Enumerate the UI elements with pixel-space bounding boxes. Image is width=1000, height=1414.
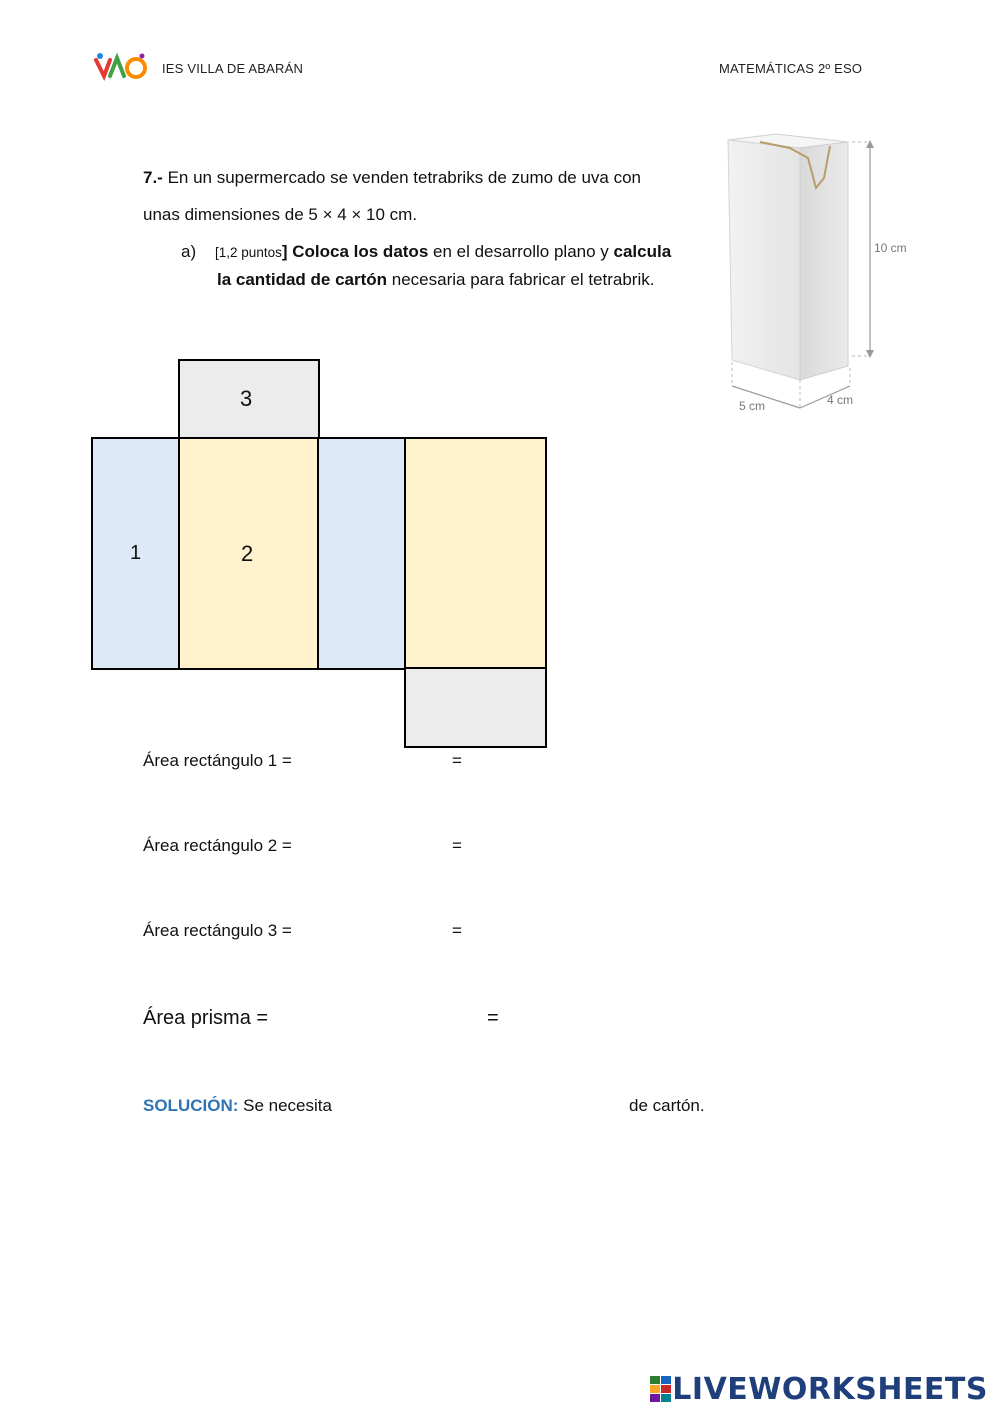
liveworksheets-icon	[650, 1376, 672, 1402]
net-back-face	[404, 437, 547, 670]
area-rect-2-label: Área rectángulo 2 =	[143, 836, 292, 855]
subject-name: MATEMÁTICAS 2º ESO	[719, 61, 863, 76]
net-label-1: 1	[130, 542, 142, 564]
area-rect-1-equals: =	[452, 751, 462, 770]
area-rect-2-equals: =	[452, 836, 462, 855]
solution-end: de cartón.	[629, 1096, 705, 1115]
question-part-a: a) [1,2 puntos] Coloca los datos en el desarrollo plano y calcula	[181, 242, 672, 261]
points-label: [1,2 puntos	[215, 245, 282, 260]
net-label-3: 3	[240, 386, 253, 411]
school-logo	[92, 50, 148, 84]
area-rect-3-label: Área rectángulo 3 =	[143, 921, 292, 940]
net-side-face	[317, 437, 407, 670]
net-bottom-face	[404, 667, 547, 748]
height-label: 10 cm	[874, 241, 907, 255]
question-line-1: 7.- En un supermercado se venden tetrabriks de zumo de uva con	[143, 168, 642, 187]
area-prism-equals: =	[487, 1007, 499, 1029]
tetrabrik-image	[720, 128, 920, 418]
area-rect-1-label: Área rectángulo 1 =	[143, 751, 292, 770]
question-number: 7.-	[143, 168, 163, 187]
width-label: 5 cm	[739, 399, 766, 413]
area-rect-3-equals: =	[452, 921, 462, 940]
depth-label: 4 cm	[827, 393, 854, 407]
question-part-a-line-2: la cantidad de cartón necesaria para fabricar el tetrabrik.	[217, 270, 655, 289]
liveworksheets-text: LIVEWORKSHEETS	[672, 1371, 988, 1407]
area-prism-label: Área prisma =	[143, 1007, 269, 1029]
net-label-2: 2	[241, 541, 254, 566]
solution-key: SOLUCIÓN:	[143, 1096, 239, 1115]
liveworksheets-logo	[650, 1372, 988, 1406]
school-name: IES VILLA DE ABARÁN	[162, 61, 304, 76]
solution-line: SOLUCIÓN: Se necesita	[143, 1096, 332, 1115]
question-line-2: unas dimensiones de 5 × 4 × 10 cm.	[143, 205, 418, 224]
